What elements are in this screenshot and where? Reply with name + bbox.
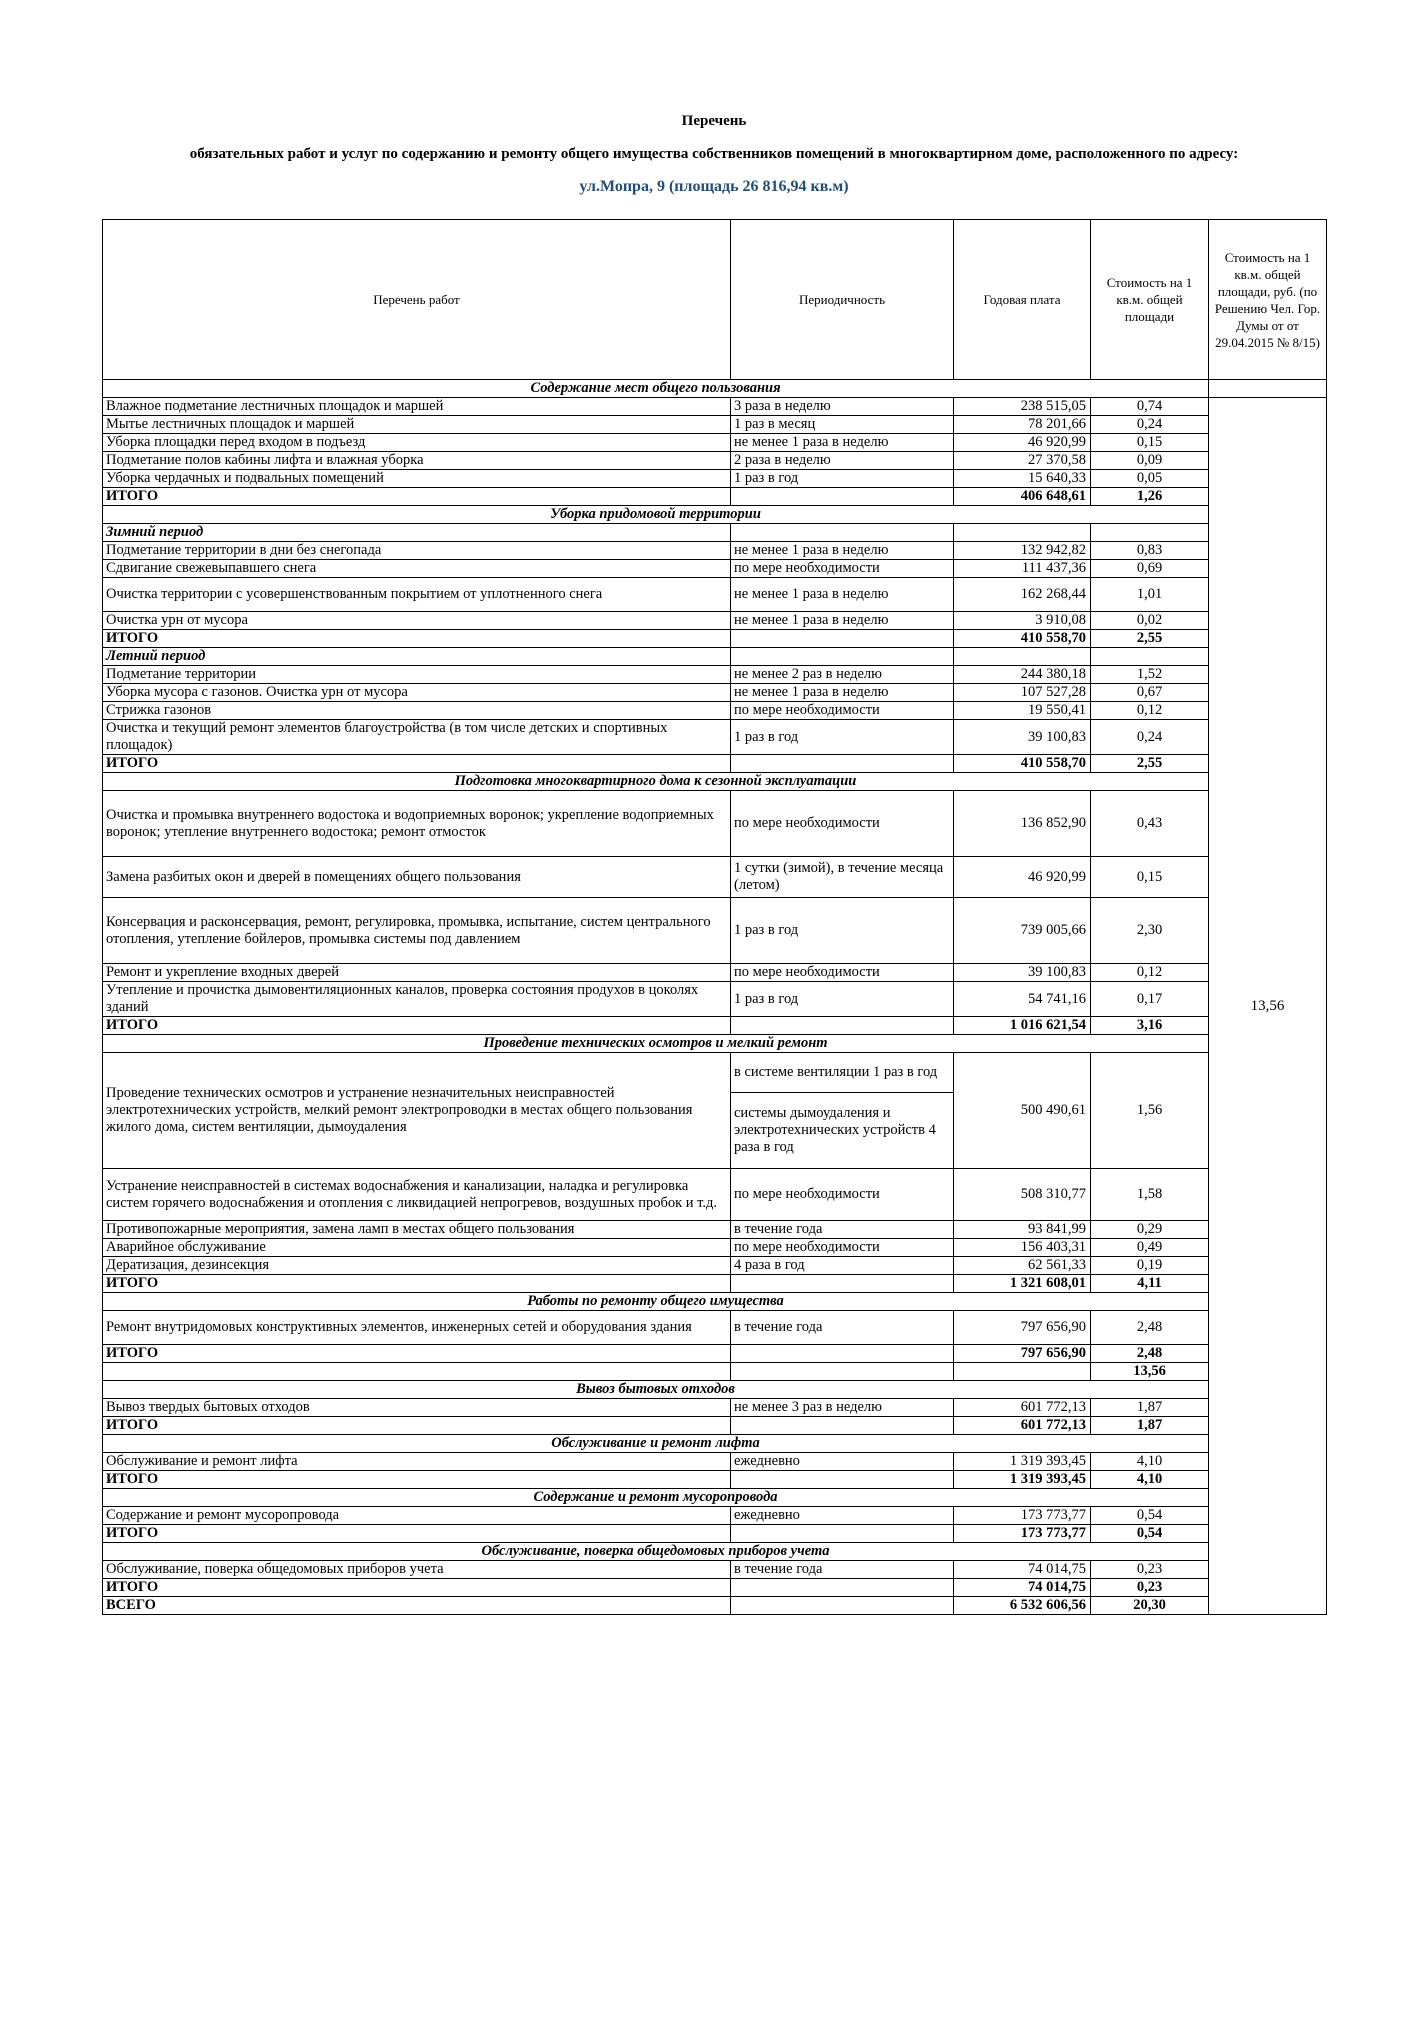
work-annual: 1 319 393,45 bbox=[954, 1453, 1091, 1471]
total-rate: 1,26 bbox=[1091, 488, 1209, 506]
work-annual: 244 380,18 bbox=[954, 666, 1091, 684]
grand-total-rate: 20,30 bbox=[1091, 1597, 1209, 1615]
total-annual: 1 321 608,01 bbox=[954, 1275, 1091, 1293]
empty-cell bbox=[954, 648, 1091, 666]
section-row bbox=[103, 1293, 1327, 1311]
work-period: по мере необходимости bbox=[731, 702, 954, 720]
header-works: Перечень работ bbox=[103, 220, 731, 380]
work-rate: 0,15 bbox=[1091, 434, 1209, 452]
work-rate: 0,17 bbox=[1091, 982, 1209, 1017]
table-row bbox=[103, 982, 1327, 1017]
work-period: не менее 1 раза в неделю bbox=[731, 578, 954, 612]
work-rate: 0,24 bbox=[1091, 416, 1209, 434]
work-name: Устранение неисправностей в системах водоснабжения и канализации, наладка и регулировка систем горячего водоснабжения и отопления с ликвидацией непрогревов, воздушных пробок и т.д. bbox=[103, 1169, 731, 1221]
grand-total-row bbox=[103, 1597, 1327, 1615]
total-label: ИТОГО bbox=[103, 1471, 731, 1489]
work-annual: 15 640,33 bbox=[954, 470, 1091, 488]
work-rate: 0,43 bbox=[1091, 791, 1209, 857]
work-name: Очистка территории с усовершенствованным покрытием от уплотненного снега bbox=[103, 578, 731, 612]
work-rate: 0,74 bbox=[1091, 398, 1209, 416]
total-label: ИТОГО bbox=[103, 1579, 731, 1597]
table-row bbox=[103, 434, 1327, 452]
total-rate: 0,23 bbox=[1091, 1579, 1209, 1597]
work-annual: 601 772,13 bbox=[954, 1399, 1091, 1417]
section-title: Работы по ремонту общего имущества bbox=[103, 1293, 1209, 1311]
total-label: ИТОГО bbox=[103, 1417, 731, 1435]
header-decision-rate: Стоимость на 1 кв.м. общей площади, руб. (по Решению Чел. Гор. Думы от от 29.04.2015 № 8/15) bbox=[1209, 220, 1327, 380]
total-row bbox=[103, 1417, 1327, 1435]
work-name: Влажное подметание лестничных площадок и маршей bbox=[103, 398, 731, 416]
total-label: ИТОГО bbox=[103, 1525, 731, 1543]
section-title: Проведение технических осмотров и мелкий ремонт bbox=[103, 1035, 1209, 1053]
work-rate: 0,12 bbox=[1091, 702, 1209, 720]
work-period: в течение года bbox=[731, 1311, 954, 1345]
header-periodicity: Периодичность bbox=[731, 220, 954, 380]
total-annual: 1 319 393,45 bbox=[954, 1471, 1091, 1489]
total-annual: 406 648,61 bbox=[954, 488, 1091, 506]
table-row bbox=[103, 1399, 1327, 1417]
empty-cell bbox=[731, 1597, 954, 1615]
work-period: 1 раз в год bbox=[731, 982, 954, 1017]
table-row bbox=[103, 1453, 1327, 1471]
work-name: Уборка мусора с газонов. Очистка урн от мусора bbox=[103, 684, 731, 702]
work-name: Ремонт и укрепление входных дверей bbox=[103, 964, 731, 982]
total-annual: 601 772,13 bbox=[954, 1417, 1091, 1435]
work-name: Проведение технических осмотров и устранение незначительных неисправностей электротехнических устройств, мелкий ремонт электропроводки в местах общего пользования жилого дома, систем вентиляции, дымоудаления bbox=[103, 1053, 731, 1169]
work-annual: 46 920,99 bbox=[954, 434, 1091, 452]
work-name: Обслуживание и ремонт лифта bbox=[103, 1453, 731, 1471]
subtotal-rate: 13,56 bbox=[1091, 1363, 1209, 1381]
section-title: Уборка придомовой территории bbox=[103, 506, 1209, 524]
table-row bbox=[103, 684, 1327, 702]
total-row bbox=[103, 488, 1327, 506]
work-annual: 132 942,82 bbox=[954, 542, 1091, 560]
empty-cell bbox=[954, 524, 1091, 542]
work-annual: 74 014,75 bbox=[954, 1561, 1091, 1579]
work-annual: 62 561,33 bbox=[954, 1257, 1091, 1275]
table-row bbox=[103, 720, 1327, 755]
empty-cell bbox=[731, 1345, 954, 1363]
total-row bbox=[103, 1345, 1327, 1363]
work-name: Консервация и расконсервация, ремонт, регулировка, промывка, испытание, систем центрального отопления, утепление бойлеров, промывка системы под давлением bbox=[103, 898, 731, 964]
table-row bbox=[103, 1507, 1327, 1525]
work-period: по мере необходимости bbox=[731, 964, 954, 982]
work-rate: 0,49 bbox=[1091, 1239, 1209, 1257]
work-period: 1 раз в год bbox=[731, 720, 954, 755]
table-row bbox=[103, 1561, 1327, 1579]
work-period: ежедневно bbox=[731, 1453, 954, 1471]
work-name: Уборка площадки перед входом в подъезд bbox=[103, 434, 731, 452]
section-title: Содержание мест общего пользования bbox=[103, 380, 1209, 398]
total-rate: 2,55 bbox=[1091, 755, 1209, 773]
table-row bbox=[103, 1257, 1327, 1275]
empty-cell bbox=[731, 1275, 954, 1293]
work-name: Аварийное обслуживание bbox=[103, 1239, 731, 1257]
work-period: не менее 1 раза в неделю bbox=[731, 684, 954, 702]
work-name: Сдвигание свежевыпавшего снега bbox=[103, 560, 731, 578]
subtotal-row bbox=[103, 1363, 1327, 1381]
work-name: Подметание территории bbox=[103, 666, 731, 684]
work-rate: 0,05 bbox=[1091, 470, 1209, 488]
work-period: 1 раз в год bbox=[731, 470, 954, 488]
section-row bbox=[103, 1035, 1327, 1053]
empty-cell bbox=[731, 1363, 954, 1381]
total-rate: 2,55 bbox=[1091, 630, 1209, 648]
table-row bbox=[103, 578, 1327, 612]
total-rate: 4,11 bbox=[1091, 1275, 1209, 1293]
work-rate: 0,02 bbox=[1091, 612, 1209, 630]
work-rate: 0,29 bbox=[1091, 1221, 1209, 1239]
work-annual: 173 773,77 bbox=[954, 1507, 1091, 1525]
work-period: 1 раз в год bbox=[731, 898, 954, 964]
work-rate: 1,87 bbox=[1091, 1399, 1209, 1417]
total-rate: 1,87 bbox=[1091, 1417, 1209, 1435]
work-annual: 162 268,44 bbox=[954, 578, 1091, 612]
work-rate: 0,83 bbox=[1091, 542, 1209, 560]
work-name: Мытье лестничных площадок и маршей bbox=[103, 416, 731, 434]
section-row bbox=[103, 1435, 1327, 1453]
empty-cell bbox=[731, 1579, 954, 1597]
total-rate: 4,10 bbox=[1091, 1471, 1209, 1489]
work-annual: 508 310,77 bbox=[954, 1169, 1091, 1221]
work-name: Ремонт внутридомовых конструктивных элементов, инженерных сетей и оборудования здания bbox=[103, 1311, 731, 1345]
decision-rate-main: 13,56 bbox=[1209, 398, 1327, 1615]
work-name: Подметание территории в дни без снегопада bbox=[103, 542, 731, 560]
works-table bbox=[102, 219, 1327, 1615]
period-row bbox=[103, 524, 1327, 542]
table-row bbox=[103, 791, 1327, 857]
section-title: Содержание и ремонт мусоропровода bbox=[103, 1489, 1209, 1507]
work-period: по мере необходимости bbox=[731, 560, 954, 578]
work-rate: 0,15 bbox=[1091, 857, 1209, 898]
work-rate: 0,67 bbox=[1091, 684, 1209, 702]
work-annual: 39 100,83 bbox=[954, 720, 1091, 755]
total-annual: 74 014,75 bbox=[954, 1579, 1091, 1597]
empty-cell bbox=[731, 488, 954, 506]
work-annual: 19 550,41 bbox=[954, 702, 1091, 720]
work-name: Вывоз твердых бытовых отходов bbox=[103, 1399, 731, 1417]
work-rate: 1,52 bbox=[1091, 666, 1209, 684]
work-rate: 1,58 bbox=[1091, 1169, 1209, 1221]
table-row bbox=[103, 416, 1327, 434]
work-name: Обслуживание, поверка общедомовых приборов учета bbox=[103, 1561, 731, 1579]
period-row bbox=[103, 648, 1327, 666]
total-label: ИТОГО bbox=[103, 1345, 731, 1363]
work-period: в течение года bbox=[731, 1221, 954, 1239]
work-period: по мере необходимости bbox=[731, 1169, 954, 1221]
total-rate: 2,48 bbox=[1091, 1345, 1209, 1363]
section-row bbox=[103, 506, 1327, 524]
total-row bbox=[103, 755, 1327, 773]
work-period: в системе вентиляции 1 раз в год bbox=[731, 1053, 954, 1093]
work-rate: 0,12 bbox=[1091, 964, 1209, 982]
work-name: Очистка урн от мусора bbox=[103, 612, 731, 630]
work-annual: 46 920,99 bbox=[954, 857, 1091, 898]
work-rate: 4,10 bbox=[1091, 1453, 1209, 1471]
work-annual: 238 515,05 bbox=[954, 398, 1091, 416]
total-row bbox=[103, 1579, 1327, 1597]
work-annual: 3 910,08 bbox=[954, 612, 1091, 630]
table-row bbox=[103, 857, 1327, 898]
table-row bbox=[103, 452, 1327, 470]
table-row bbox=[103, 612, 1327, 630]
work-period: в течение года bbox=[731, 1561, 954, 1579]
empty-cell bbox=[731, 755, 954, 773]
table-row bbox=[103, 560, 1327, 578]
section-row bbox=[103, 1489, 1327, 1507]
work-rate: 0,54 bbox=[1091, 1507, 1209, 1525]
work-rate: 1,56 bbox=[1091, 1053, 1209, 1169]
work-annual: 500 490,61 bbox=[954, 1053, 1091, 1169]
table-row bbox=[103, 1221, 1327, 1239]
work-name: Противопожарные мероприятия, замена ламп в местах общего пользования bbox=[103, 1221, 731, 1239]
total-rate: 0,54 bbox=[1091, 1525, 1209, 1543]
grand-total-label: ВСЕГО bbox=[103, 1597, 731, 1615]
empty-cell bbox=[103, 1363, 731, 1381]
empty-cell bbox=[731, 1525, 954, 1543]
work-annual: 78 201,66 bbox=[954, 416, 1091, 434]
work-annual: 54 741,16 bbox=[954, 982, 1091, 1017]
work-rate: 2,48 bbox=[1091, 1311, 1209, 1345]
work-period: 1 сутки (зимой), в течение месяца (летом) bbox=[731, 857, 954, 898]
period-title: Летний период bbox=[103, 648, 731, 666]
work-period: 1 раз в месяц bbox=[731, 416, 954, 434]
empty-cell bbox=[731, 630, 954, 648]
table-header-row bbox=[103, 220, 1327, 380]
work-annual: 93 841,99 bbox=[954, 1221, 1091, 1239]
period-title: Зимний период bbox=[103, 524, 731, 542]
work-period: по мере необходимости bbox=[731, 1239, 954, 1257]
table-row bbox=[103, 898, 1327, 964]
total-annual: 1 016 621,54 bbox=[954, 1017, 1091, 1035]
total-rate: 3,16 bbox=[1091, 1017, 1209, 1035]
empty-cell bbox=[731, 1017, 954, 1035]
section-title: Подготовка многоквартирного дома к сезонной эксплуатации bbox=[103, 773, 1209, 791]
table-row bbox=[103, 1169, 1327, 1221]
work-rate: 2,30 bbox=[1091, 898, 1209, 964]
total-label: ИТОГО bbox=[103, 488, 731, 506]
total-row bbox=[103, 1525, 1327, 1543]
work-name: Стрижка газонов bbox=[103, 702, 731, 720]
empty-cell bbox=[731, 1471, 954, 1489]
empty-cell bbox=[954, 1363, 1091, 1381]
empty-cell bbox=[1209, 380, 1327, 398]
empty-cell bbox=[731, 648, 954, 666]
work-period: не менее 1 раза в неделю bbox=[731, 612, 954, 630]
total-label: ИТОГО bbox=[103, 1275, 731, 1293]
work-annual: 27 370,58 bbox=[954, 452, 1091, 470]
work-name: Очистка и текущий ремонт элементов благоустройства (в том числе детских и спортивных площадок) bbox=[103, 720, 731, 755]
section-title: Обслуживание, поверка общедомовых приборов учета bbox=[103, 1543, 1209, 1561]
table-row bbox=[103, 702, 1327, 720]
work-name: Очистка и промывка внутреннего водостока и водоприемных воронок; укрепление водоприемных воронок; утепление внутреннего водостока; ремонт отмосток bbox=[103, 791, 731, 857]
total-row bbox=[103, 1471, 1327, 1489]
work-rate: 1,01 bbox=[1091, 578, 1209, 612]
empty-cell bbox=[731, 1417, 954, 1435]
grand-total-annual: 6 532 606,56 bbox=[954, 1597, 1091, 1615]
work-name: Замена разбитых окон и дверей в помещениях общего пользования bbox=[103, 857, 731, 898]
work-period: не менее 3 раз в неделю bbox=[731, 1399, 954, 1417]
table-row bbox=[103, 1311, 1327, 1345]
empty-cell bbox=[731, 524, 954, 542]
work-annual: 39 100,83 bbox=[954, 964, 1091, 982]
document-title: Перечень bbox=[681, 113, 747, 129]
work-period: не менее 1 раза в неделю bbox=[731, 542, 954, 560]
work-period: не менее 1 раза в неделю bbox=[731, 434, 954, 452]
work-annual: 107 527,28 bbox=[954, 684, 1091, 702]
work-period: 4 раза в год bbox=[731, 1257, 954, 1275]
work-period: ежедневно bbox=[731, 1507, 954, 1525]
empty-cell bbox=[1091, 648, 1209, 666]
work-annual: 156 403,31 bbox=[954, 1239, 1091, 1257]
header-annual: Годовая плата bbox=[954, 220, 1091, 380]
work-rate: 0,09 bbox=[1091, 452, 1209, 470]
total-row bbox=[103, 1017, 1327, 1035]
table-row bbox=[103, 1053, 1327, 1093]
total-label: ИТОГО bbox=[103, 755, 731, 773]
total-label: ИТОГО bbox=[103, 630, 731, 648]
total-annual: 797 656,90 bbox=[954, 1345, 1091, 1363]
work-rate: 0,19 bbox=[1091, 1257, 1209, 1275]
work-name: Уборка чердачных и подвальных помещений bbox=[103, 470, 731, 488]
work-name: Дератизация, дезинсекция bbox=[103, 1257, 731, 1275]
document-subtitle: обязательных работ и услуг по содержанию и ремонту общего имущества собственников помещений в многоквартирном доме, расположенного по адресу: bbox=[189, 146, 1239, 162]
section-row bbox=[103, 1543, 1327, 1561]
work-rate: 0,69 bbox=[1091, 560, 1209, 578]
total-label: ИТОГО bbox=[103, 1017, 731, 1035]
table-row bbox=[103, 470, 1327, 488]
empty-cell bbox=[1091, 524, 1209, 542]
work-name: Содержание и ремонт мусоропровода bbox=[103, 1507, 731, 1525]
total-annual: 410 558,70 bbox=[954, 630, 1091, 648]
table-row bbox=[103, 542, 1327, 560]
section-row bbox=[103, 380, 1327, 398]
work-period: по мере необходимости bbox=[731, 791, 954, 857]
total-annual: 410 558,70 bbox=[954, 755, 1091, 773]
total-row bbox=[103, 1275, 1327, 1293]
work-annual: 739 005,66 bbox=[954, 898, 1091, 964]
total-row bbox=[103, 630, 1327, 648]
work-name: Утепление и прочистка дымовентиляционных каналов, проверка состояния продухов в цоколях зданий bbox=[103, 982, 731, 1017]
section-row bbox=[103, 773, 1327, 791]
work-name: Подметание полов кабины лифта и влажная уборка bbox=[103, 452, 731, 470]
work-annual: 111 437,36 bbox=[954, 560, 1091, 578]
table-row bbox=[103, 1239, 1327, 1257]
work-annual: 797 656,90 bbox=[954, 1311, 1091, 1345]
work-period: не менее 2 раз в неделю bbox=[731, 666, 954, 684]
table-row bbox=[103, 666, 1327, 684]
work-period: 2 раза в неделю bbox=[731, 452, 954, 470]
section-row bbox=[103, 1381, 1327, 1399]
table-row bbox=[103, 964, 1327, 982]
table-row bbox=[103, 398, 1327, 416]
section-title: Обслуживание и ремонт лифта bbox=[103, 1435, 1209, 1453]
address-line: ул.Мопра, 9 (площадь 26 816,94 кв.м) bbox=[579, 178, 849, 195]
section-title: Вывоз бытовых отходов bbox=[103, 1381, 1209, 1399]
work-annual: 136 852,90 bbox=[954, 791, 1091, 857]
work-rate: 0,23 bbox=[1091, 1561, 1209, 1579]
total-annual: 173 773,77 bbox=[954, 1525, 1091, 1543]
work-period: 3 раза в неделю bbox=[731, 398, 954, 416]
work-rate: 0,24 bbox=[1091, 720, 1209, 755]
work-period: системы дымоудаления и электротехнических устройств 4 раза в год bbox=[731, 1093, 954, 1169]
header-rate: Стоимость на 1 кв.м. общей площади bbox=[1091, 220, 1209, 380]
